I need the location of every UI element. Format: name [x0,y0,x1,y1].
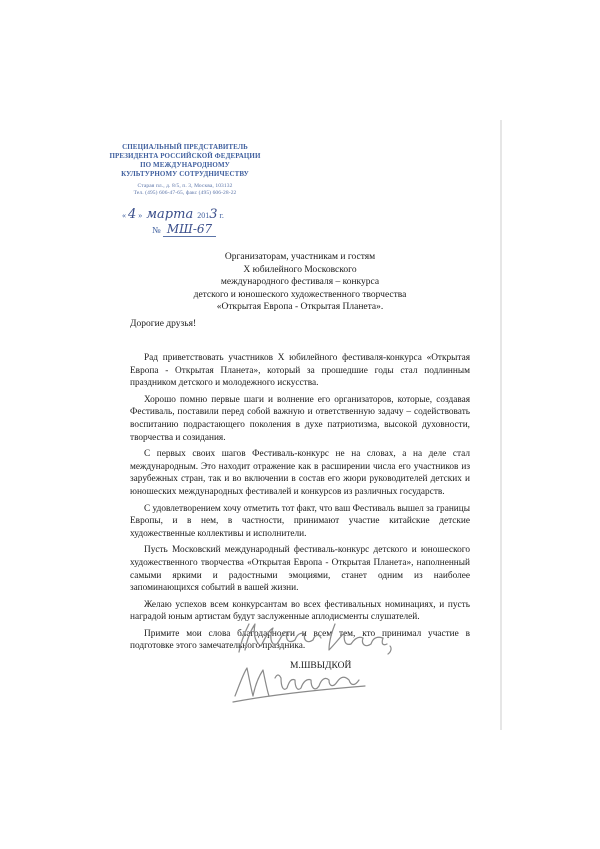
letterhead-address [100,183,270,197]
letterhead-line: ПО МЕЖДУНАРОДНОМУ [140,161,230,169]
addressee-line: «Открытая Европа - Открытая Планета». [216,302,384,313]
body-paragraph: Желаю успехов всем конкурсантам во всех фестивальных номинациях, и пусть наградой юным артистам будут заслуженные аплодисменты слушателей. [130,599,470,623]
letterhead [100,143,270,197]
addressee-line: Организаторам, участникам и гостям [224,252,376,262]
date-open-quote: « [122,211,126,220]
addressee-block [150,251,450,314]
addressee-line: детского и юношеского художественного творчества [193,289,407,300]
addressee-line: Х юбилейного Московского [243,264,357,275]
letterhead-line: СПЕЦИАЛЬНЫЙ ПРЕДСТАВИТЕЛЬ [122,143,248,151]
date-close-quote: » [138,211,143,220]
greeting: Дорогие друзья! [130,319,197,329]
signature-block [225,616,505,716]
reference-line [152,222,216,236]
letter-body [130,352,470,657]
date-day: 4 [128,207,137,222]
body-paragraph: Примите мои слова благодарности и всем тем, кто принимал участие в подготовке этого замечательного праздника. [130,628,470,652]
date-line [122,207,224,222]
date-year-suffix: г. [219,211,224,220]
letterhead-line: КУЛЬТУРНОМУ СОТРУДНИЧЕСТВУ [121,170,249,178]
date-month: марта [146,207,194,222]
body-paragraph: Пусть Московский международный фестиваль-конкурс детского и юношеского художественного творчества «Открытая Европа - Открытая Планета», наполненный самыми яркими и радостными эмоциями, станет одним из наиболее запоминающихся событий в вашей жизни. [130,545,470,594]
addressee-line: международного фестиваля – конкурса [220,277,380,288]
body-paragraph: С первых своих шагов Фестиваль-конкурс не на словах, а на деле стал международным. Это находит отражение как в расширении числа его участников из зарубежных стран, так и во включении в состав его жюри руководителей детских и юношеских международных фестивалей и конкурсов из различных государств. [130,449,470,497]
reference-number: МШ-67 [163,222,216,237]
phone-text: Тел. (495) 606-47-65, факс (495) 606-28-22 [133,190,237,196]
letterhead-line: ПРЕЗИДЕНТА РОССИЙСКОЙ ФЕДЕРАЦИИ [109,152,261,160]
body-paragraph: Рад приветствовать участников Х юбилейного фестиваля-конкурса «Открытая Европа - Открытая Планета», который за прошедшие годы стал подлинным праздником детского и молодежного искусства. [130,353,470,389]
body-paragraph: С удовлетворением хочу отметить тот факт, что ваш Фестиваль вышел за границы Европы, и в нем, в частности, принимают участие китайские детские художественные коллективы и исполнители. [130,503,470,539]
signer-name: М.ШВЫДКОЙ [290,661,352,671]
date-year-prefix: 201 [197,211,210,220]
date-year-digit: 3 [209,207,218,222]
reference-prefix: № [152,225,161,235]
body-paragraph: Хорошо помню первые шаги и волнение его организаторов, которые, создавая Фестиваль, поставили перед собой важную и ответственную задачу – содействовать воспитанию подрастающего поколения в духе патриотизма, высокой духовности, творчества и созидания. [130,394,470,443]
address-text: Старая пл., д. 8/5, п. 3, Москва, 103132 [137,183,233,189]
